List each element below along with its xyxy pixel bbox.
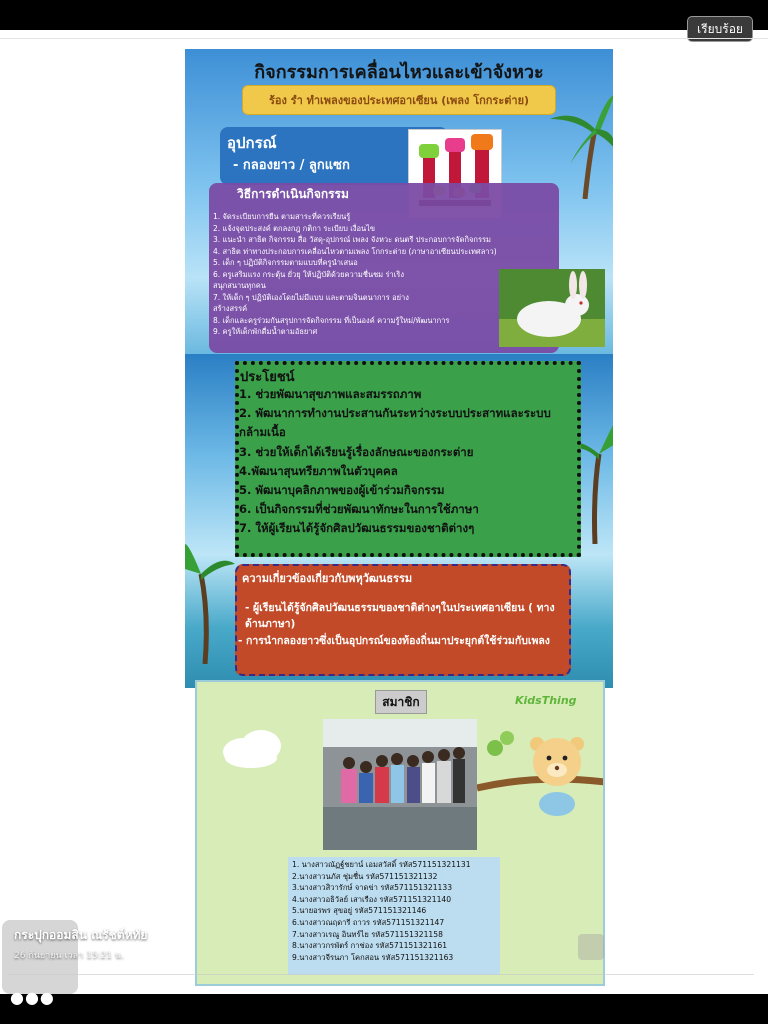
step-item: 1. จัดระเบียบการยืน ตามสาระที่ควรเรียนรู้ xyxy=(213,212,351,221)
done-button[interactable]: เรียบร้อย xyxy=(687,16,753,42)
step-item: 3. แนะนำ สาธิต กิจกรรม สื่อ วัสดุ-อุปกรณ์ เพลง จังหวะ ดนตรี ประกอบการจัดกิจกรรม xyxy=(213,235,491,244)
step-item: 8. เด็กและครูร่วมกันสรุปการจัดกิจกรรม ที่เป็นองค์ ความรู้ใหม่/พัฒนาการ xyxy=(213,315,450,325)
step-item: 9. ครูให้เด็กพักดื่มน้ำตามอัธยาศ xyxy=(213,327,318,336)
step-item: 5. เด็ก ๆ ปฏิบัติกิจกรรมตามแบบที่ครูนำเสนอ xyxy=(213,258,358,267)
poster-subtitle: ร้อง รำ ทำเพลงของประเทศอาเซียน (เพลง โกกระต่าย) xyxy=(242,85,556,115)
benefit-item: 4.พัฒนาสุนทรียภาพในตัวบุคคล xyxy=(239,463,398,478)
bear-icon xyxy=(477,718,605,818)
divider xyxy=(0,38,768,39)
member-item: 9.นางสาวจีรนภา โคกสอน รหัส571151321163 xyxy=(292,952,454,962)
member-item: 5.นายอรพร สุขอยู่ รหัส571151321146 xyxy=(292,906,427,916)
palm-tree-icon xyxy=(185,514,235,664)
member-item: 2.นางสาวนภัส ชุ่มชื่น รหัส571151321132 xyxy=(292,871,438,881)
benefit-item: 1. ช่วยพัฒนาสุขภาพและสมรรถภาพ xyxy=(239,387,422,401)
step-item: สนุกสนานทุกคน xyxy=(213,281,266,290)
culture-point: - ผู้เรียนได้รู้จักศิลปวัฒนธรรมของชาติต่างๆในประเทศอาเซียน ( ทางด้านภาษา) xyxy=(245,602,555,630)
benefit-item: 6. เป็นกิจกรรมที่ช่วยพัฒนาทักษะในการใช้ภาษา xyxy=(239,502,479,517)
member-item: 1. นางสาวณัฏฐ์ชยาน์ เอมสวัสดิ์ รหัส571151321131 xyxy=(292,860,471,869)
divider xyxy=(8,974,754,975)
benefit-item: 2. พัฒนาการทำงานประสานกันระหว่างระบบประสาทและระบบกล้ามเนื้อ xyxy=(239,406,551,440)
members-heading: สมาชิก xyxy=(375,690,427,714)
step-item: 7. ให้เด็ก ๆ ปฏิบัติเองโดยไม่มีแบบ และตามจินตนาการ อย่าง xyxy=(213,292,409,302)
step-item: 4. สาธิต ท่าทางประกอบการเคลื่อนไหวตามเพลง โกกระต่าย (ภาษาอาเซียนประเทศลาว) xyxy=(213,246,497,256)
equipment-item: - กลองยาว / ลูกแซก xyxy=(233,158,350,173)
more-options-icon[interactable]: ●●● xyxy=(10,988,55,1007)
group-photo xyxy=(323,719,477,850)
post-author[interactable]: กระปุกออมสิน ณรัชต์หทัย xyxy=(14,928,148,942)
benefit-item: 7. ให้ผู้เรียนได้รู้จักศิลปวัฒนธรรมของชาติต่างๆ xyxy=(239,521,475,536)
activity-poster xyxy=(185,49,613,354)
step-item: 6. ครูเสริมแรง กระตุ้น ยั่วยุ ให้ปฏิบัติด้วยความชื่นชม ร่าเริง xyxy=(213,269,404,279)
member-item: 8.นางสาวกรพัตร์ กาช่อง รหัส571151321161 xyxy=(292,941,448,951)
benefits-heading: ประโยชน์ xyxy=(240,370,295,385)
procedure-steps xyxy=(213,211,513,338)
step-item: 2. แจ้งจุดประสงค์ ตกลงกฎ กติกา ระเบียบ เงื่อนไข xyxy=(213,223,376,233)
member-item: 3.นางสาวสิวารักษ์ จาดข่า รหัส571151321133 xyxy=(292,883,453,893)
benefit-item: 3. ช่วยให้เด็กได้เรียนรู้เรื่องลักษณะของกระต่าย xyxy=(239,444,474,459)
members-list xyxy=(292,859,498,963)
member-item: 7.นางสาวเรณู อินทร์ไย รหัส571151321158 xyxy=(292,929,443,939)
culture-heading: ความเกี่ยวข้องเกี่ยวกับพหุวัฒนธรรม xyxy=(242,572,413,585)
step-item: สร้างสรรค์ xyxy=(213,304,248,313)
members-poster xyxy=(195,680,605,986)
cloud-icon xyxy=(221,726,285,770)
benefits-list xyxy=(239,385,573,539)
equipment-heading: อุปกรณ์ xyxy=(227,134,277,152)
procedure-heading: วิธีการดำเนินกิจกรรม xyxy=(237,187,349,201)
post-time: 26 กันยายน เวลา 15:21 น. xyxy=(14,951,124,961)
rabbit-photo xyxy=(499,269,605,347)
top-bar xyxy=(0,0,768,30)
member-item: 4.นางสาวอธิวัลย์ เสาเรือง รหัส571151321140 xyxy=(292,894,452,904)
benefit-item: 5. พัฒนาบุคลิกภาพของผู้เข้าร่วมกิจกรรม xyxy=(239,483,445,498)
bottom-bar xyxy=(0,994,768,1024)
poster-title: กิจกรรมการเคลื่อนไหวและเข้าจังหวะ xyxy=(254,62,544,83)
member-item: 6.นางสาวณฤดารี ถาวร รหัส571151321147 xyxy=(292,917,445,927)
culture-point: - การนำกลองยาวซึ่งเป็นอุปกรณ์ของท้องถิ่นมาประยุกต์ใช้ร่วมกับเพลง xyxy=(238,635,550,647)
comment-button[interactable] xyxy=(578,934,604,960)
kidsthing-logo: KidsThing xyxy=(515,694,577,707)
